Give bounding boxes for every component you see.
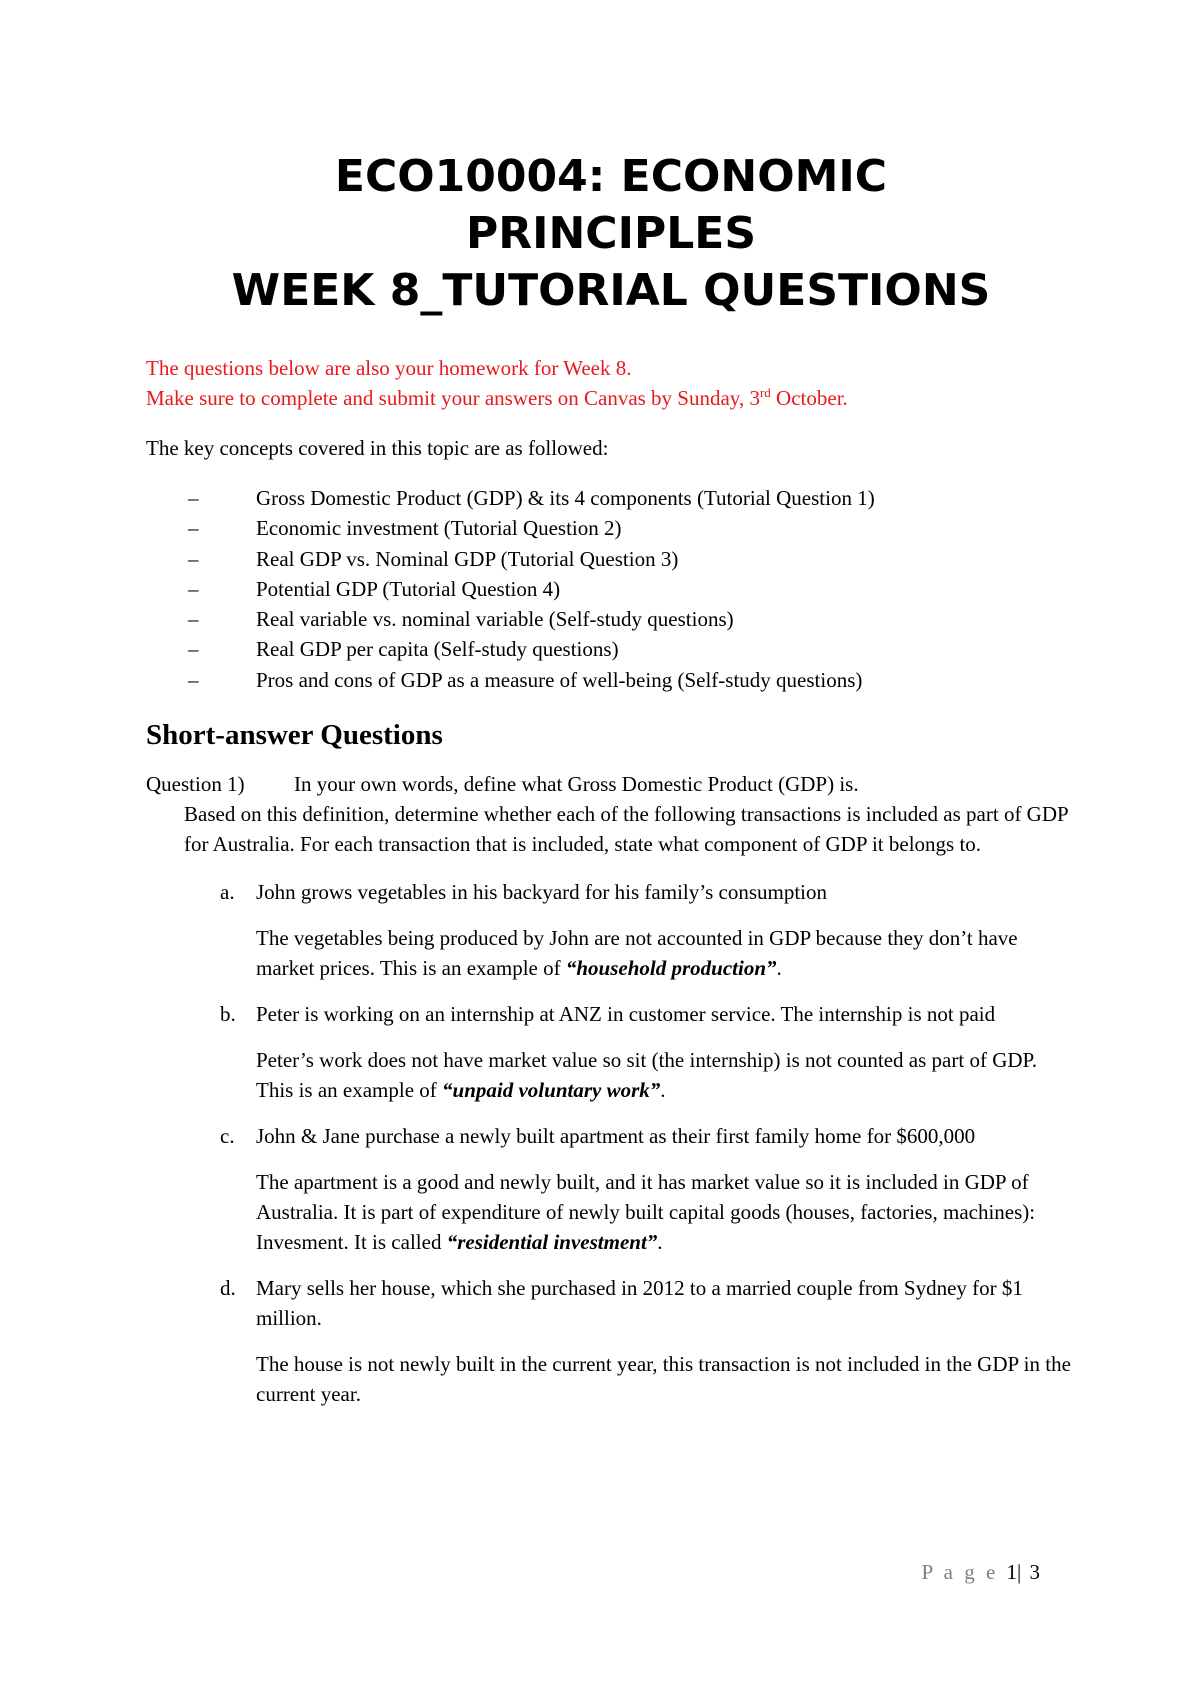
answer-end: .: [660, 1078, 666, 1103]
answer-emphasis: “household production”: [565, 956, 777, 981]
answer-end: .: [776, 956, 782, 981]
concept-text: Real GDP per capita (Self-study questions): [256, 637, 619, 662]
question-1: [146, 769, 1076, 859]
item-answer: [256, 1167, 1076, 1257]
list-item: [146, 877, 1076, 983]
item-question: Mary sells her house, which she purchased in 2012 to a married couple from Sydney for $1 million.: [256, 1276, 1023, 1331]
transaction-list: [146, 877, 1076, 1409]
homework-notice: [146, 353, 1076, 413]
item-question: John grows vegetables in his backyard for his family’s consumption: [256, 880, 827, 905]
concept-item: [146, 574, 1076, 604]
page-content: [146, 0, 1076, 1425]
key-concepts-list: [146, 483, 1076, 695]
concept-text: Economic investment (Tutorial Question 2): [256, 516, 622, 541]
dash-bullet: –: [188, 576, 199, 601]
intro-text: The key concepts covered in this topic are as followed:: [146, 436, 609, 460]
title-line-3: WEEK 8_TUTORIAL QUESTIONS: [231, 265, 991, 316]
dash-bullet: –: [188, 516, 199, 541]
answer-text: The house is not newly built in the current year, this transaction is not included in the GDP in the current year.: [256, 1352, 1071, 1407]
notice-line-1: The questions below are also your homework for Week 8.: [146, 356, 632, 380]
concept-item: [146, 483, 1076, 513]
concept-item: [146, 544, 1076, 574]
answer-emphasis: “unpaid voluntary work”: [442, 1078, 661, 1103]
list-item: [146, 999, 1076, 1105]
item-question: John & Jane purchase a newly built apartment as their first family home for $600,000: [256, 1124, 976, 1149]
page-number: 1: [1006, 1560, 1018, 1584]
item-marker: d.: [220, 1276, 236, 1301]
question-1-instructions: Based on this definition, determine whether each of the following transactions is included as part of GDP for Australia. For each transaction that is included, state what component of GDP it belongs to.: [184, 802, 1068, 857]
section-heading: Short-answer Questions: [146, 719, 443, 752]
concept-item: [146, 604, 1076, 634]
concept-item: [146, 513, 1076, 543]
concept-item: [146, 665, 1076, 695]
answer-text: The vegetables being produced by John are not accounted in GDP because they don’t have market prices. This is an example of: [256, 926, 1018, 981]
item-marker: a.: [220, 880, 235, 905]
concept-text: Gross Domestic Product (GDP) & its 4 components (Tutorial Question 1): [256, 486, 875, 510]
concept-item: [146, 634, 1076, 664]
title-line-2: PRINCIPLES: [465, 208, 757, 259]
page-footer: [921, 1560, 1040, 1585]
notice-line-2: [146, 383, 1076, 413]
dash-bullet: –: [188, 546, 199, 571]
notice-line-2-text: Make sure to complete and submit your answers on Canvas by Sunday, 3: [146, 386, 760, 410]
concept-text: Potential GDP (Tutorial Question 4): [256, 576, 561, 601]
item-answer: [256, 1349, 1076, 1409]
page-total: 3: [1029, 1560, 1040, 1584]
question-1-prompt: In your own words, define what Gross Domestic Product (GDP) is.: [294, 772, 859, 797]
title-line-1: ECO10004: ECONOMIC: [334, 151, 888, 202]
dash-bullet: –: [188, 637, 199, 662]
document-title: [146, 148, 1076, 319]
answer-text: Peter’s work does not have market value so sit (the internship) is not counted as part of GDP. This is an example of: [256, 1048, 1038, 1103]
question-number: Question 1): [146, 772, 245, 797]
dash-bullet: –: [188, 667, 199, 692]
concept-text: Real GDP vs. Nominal GDP (Tutorial Question 3): [256, 546, 679, 571]
answer-text: The apartment is a good and newly built, and it has market value so it is included in GDP of Australia. It is part of expenditure of newly built capital goods (houses, factories, machines): Invesment. It is called: [256, 1170, 1036, 1255]
notice-ordinal-suffix: rd: [759, 385, 771, 400]
answer-end: .: [657, 1230, 663, 1255]
page-label: P a g e: [921, 1560, 999, 1584]
item-answer: [256, 923, 1076, 983]
concept-text: Pros and cons of GDP as a measure of well-being (Self-study questions): [256, 667, 863, 692]
item-marker: c.: [220, 1124, 235, 1149]
concept-text: Real variable vs. nominal variable (Self-study questions): [256, 607, 734, 632]
list-item: [146, 1273, 1076, 1409]
dash-bullet: –: [188, 486, 199, 510]
notice-line-2-end: October.: [770, 386, 848, 410]
dash-bullet: –: [188, 607, 199, 632]
item-answer: [256, 1045, 1076, 1105]
page-separator: |: [1017, 1560, 1022, 1584]
item-question: Peter is working on an internship at ANZ in customer service. The internship is not paid: [256, 1002, 996, 1027]
item-marker: b.: [220, 1002, 236, 1027]
question-1-first-line: [146, 769, 1076, 799]
list-item: [146, 1121, 1076, 1257]
answer-emphasis: “residential investment”: [446, 1230, 658, 1255]
